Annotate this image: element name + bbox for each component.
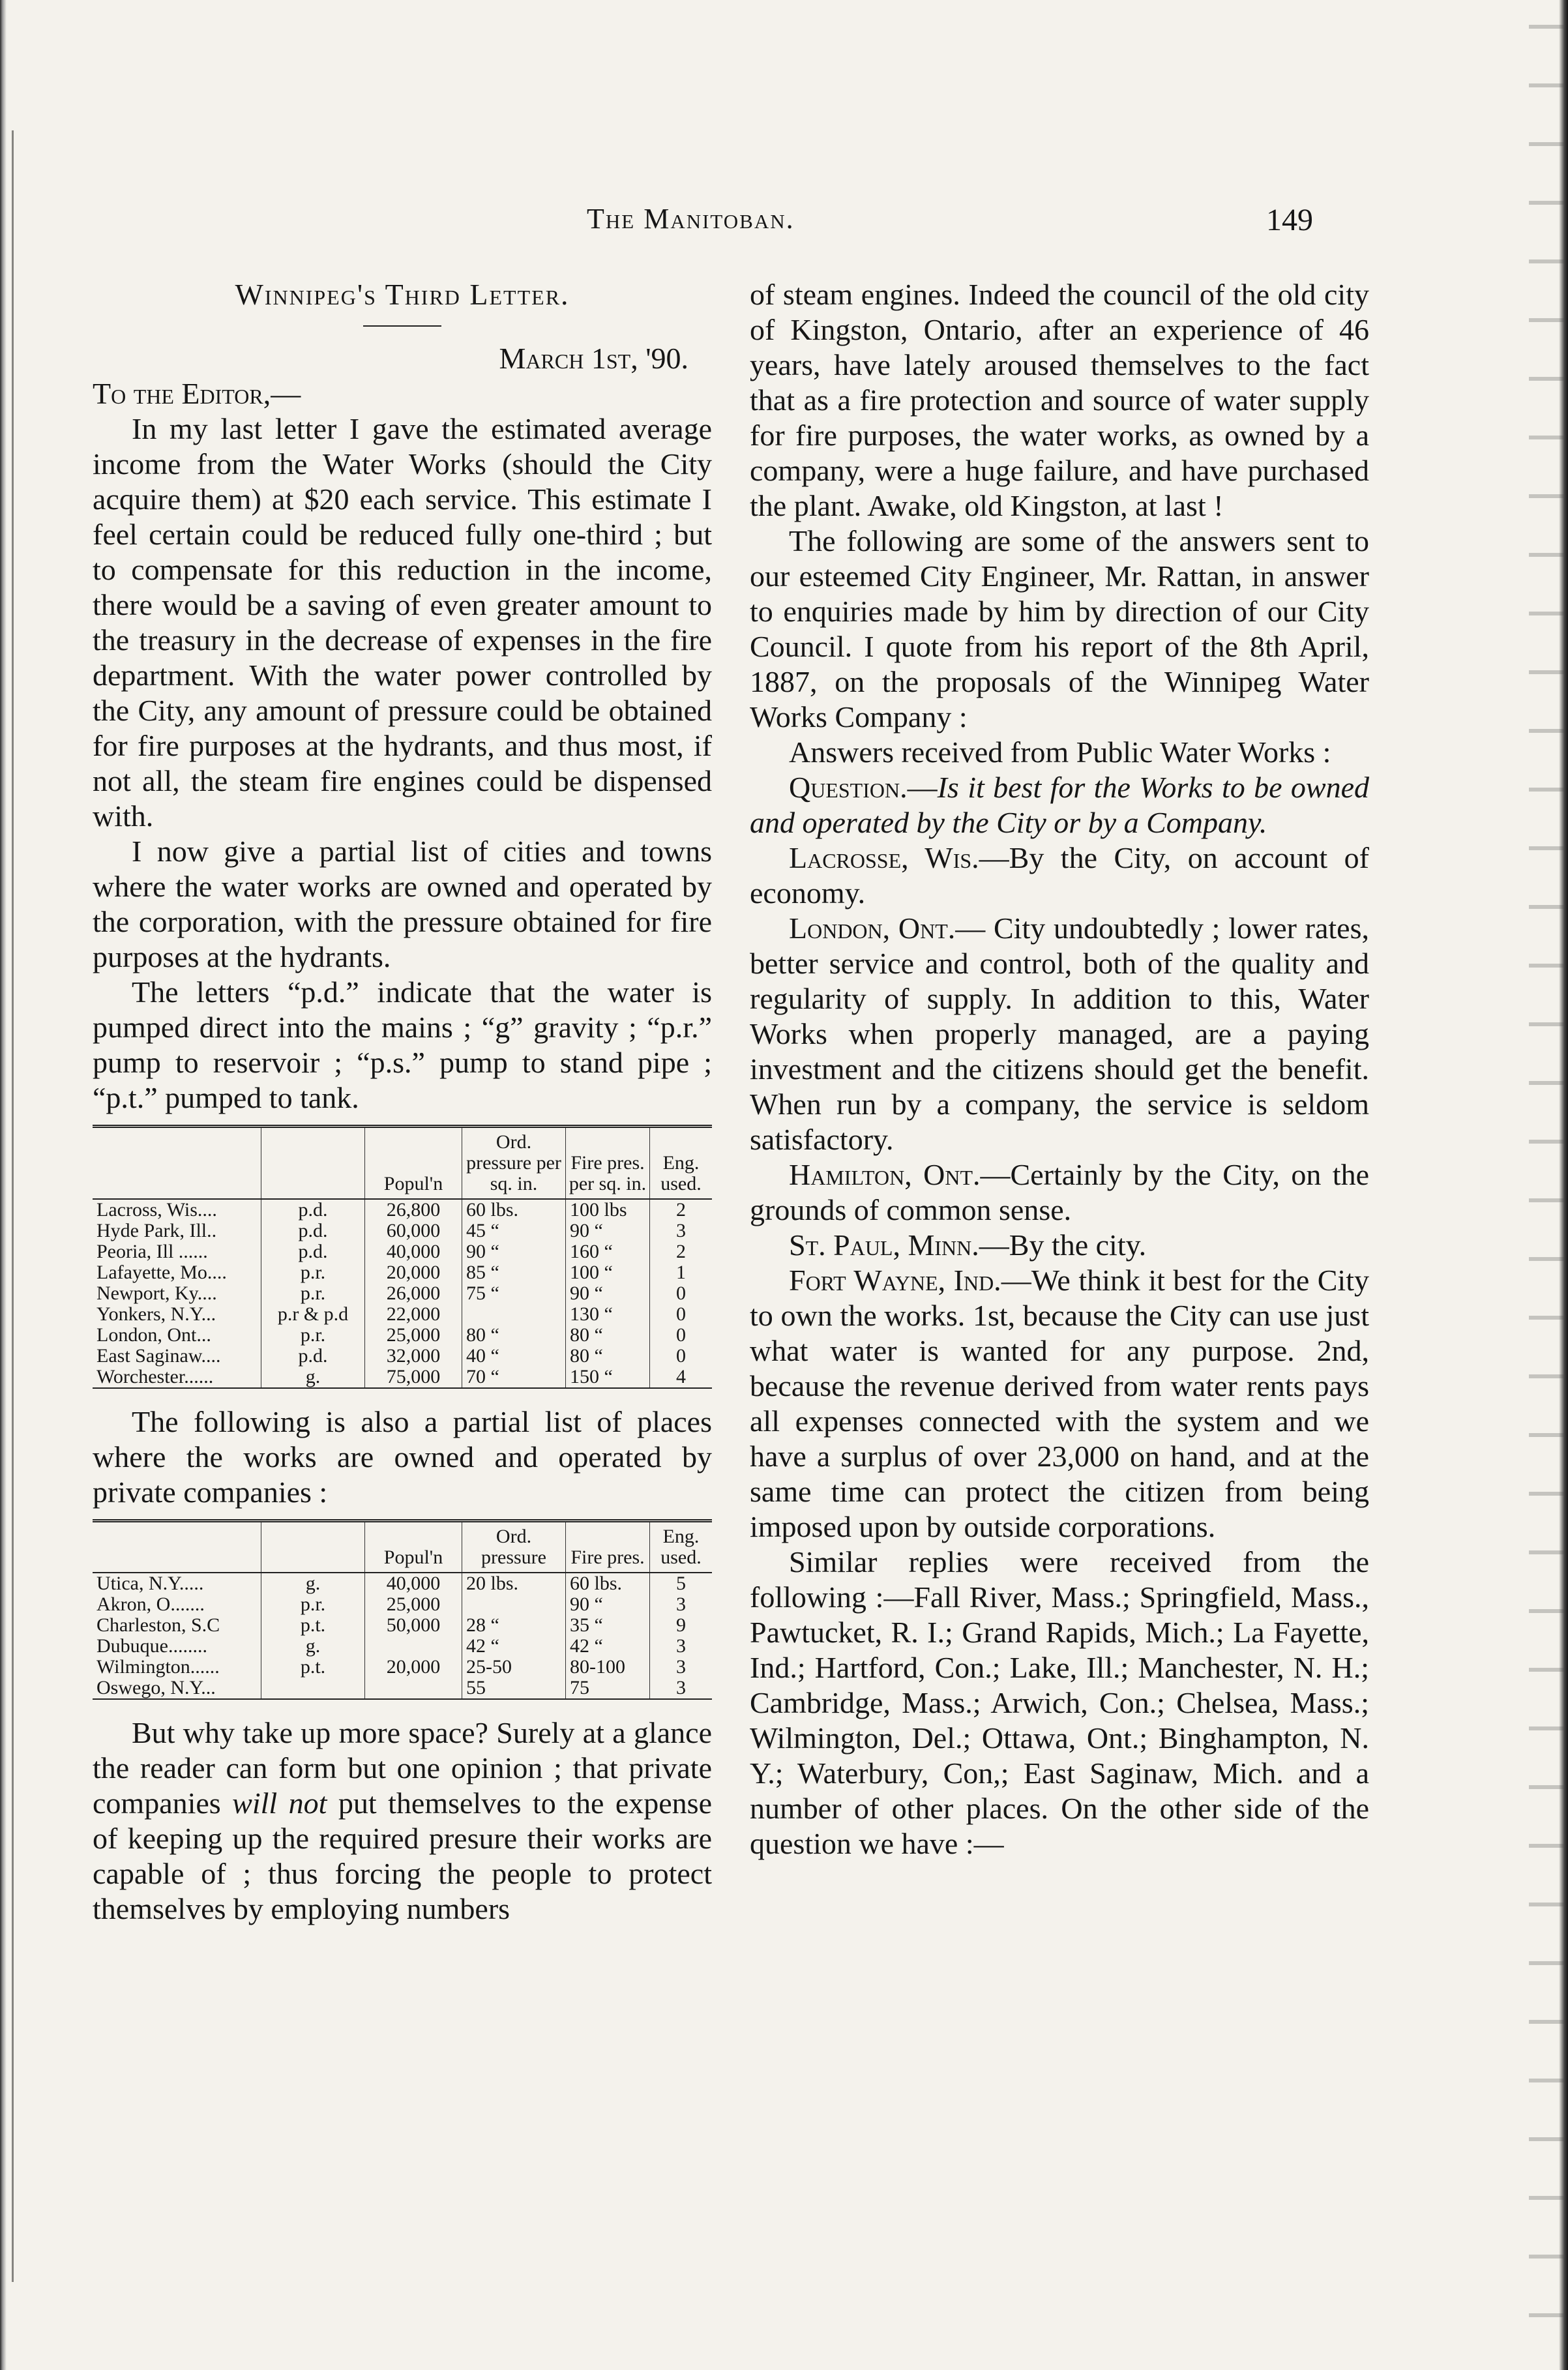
method-cell: p.r.	[261, 1594, 365, 1615]
table-header-cell: Eng. used.	[650, 1521, 713, 1573]
fire-pressure-cell: 150 “	[566, 1367, 650, 1388]
title-rule	[363, 325, 441, 327]
scan-left-edge	[0, 0, 7, 2370]
population-cell: 20,000	[365, 1262, 462, 1283]
fire-pressure-cell: 90 “	[566, 1221, 650, 1241]
ordinary-pressure-cell: 42 “	[462, 1636, 566, 1657]
answer	[750, 1263, 1369, 1545]
answer	[750, 1157, 1369, 1228]
ordinary-pressure-cell: 60 lbs.	[462, 1199, 566, 1221]
city-cell: Peoria, Ill ......	[96, 1241, 208, 1262]
population-cell: 40,000	[365, 1241, 462, 1262]
table-row	[93, 1283, 712, 1304]
table-row	[93, 1573, 712, 1594]
engines-cell: 0	[650, 1283, 713, 1304]
ordinary-pressure-cell: 20 lbs.	[462, 1573, 566, 1594]
city-cell: Oswego, N.Y...	[93, 1678, 261, 1699]
paragraph: In my last letter I gave the estimated average income from the Water Works (should the City acquire them) at $20 each service. This estimate I feel certain could be reduced fully one-third ; but to compensate for this reduction in the income, there would be a saving of even greater amount to the treasury in the decrease of expenses in the fire department. With the water power controlled by the City, any amount of pressure could be obtained for fire purposes at the hydrants, and thus most, if not all, the steam fire engines could be dispensed with.	[93, 412, 712, 833]
fire-pressure-cell: 80-100	[566, 1657, 650, 1678]
article-title: Winnipeg's Third Letter.	[235, 278, 570, 311]
population-cell: 60,000	[365, 1221, 462, 1241]
table-row	[93, 1678, 712, 1699]
running-head: The Manitoban.	[587, 203, 795, 235]
population-cell: 25,000	[365, 1594, 462, 1615]
engines-cell: 3	[650, 1636, 713, 1657]
question-label: Question.—	[789, 771, 938, 804]
population-cell: 25,000	[365, 1325, 462, 1346]
method-cell: p.r.	[261, 1325, 365, 1346]
method-cell	[261, 1678, 365, 1699]
city-cell: Charleston, S.C	[96, 1614, 220, 1636]
city-cell: Wilmington......	[96, 1656, 220, 1678]
table-row	[93, 1636, 712, 1657]
ordinary-pressure-cell: 75 “	[462, 1283, 566, 1304]
city-cell: Hyde Park, Ill..	[96, 1220, 217, 1241]
city-cell: Lacross, Wis....	[96, 1199, 217, 1221]
population-cell	[365, 1636, 462, 1657]
page-number: 149	[1266, 203, 1313, 237]
fire-pressure-cell: 90 “	[566, 1594, 650, 1615]
right-column	[750, 277, 1369, 1861]
table-row	[93, 1594, 712, 1615]
paragraph-text: put themselves to the expense of keeping up the required presure their works are capable of ; thus forcing the people to protect themselves by employing numbers	[93, 1786, 712, 1925]
paragraph: of steam engines. Indeed the council of the old city of Kingston, Ontario, after an experience of 46 years, have lately aroused themselves to the fact that as a fire protection and source of water supply for fire purposes, the water works, as owned by a company, were a huge failure, and have purchased the plant. Awake, old Kingston, at last !	[750, 278, 1369, 522]
paragraph: The letters “p.d.” indicate that the water is pumped direct into the mains ; “g” gravity ; “p.r.” pump to reservoir ; “p.s.” pump to stand pipe ; “p.t.” pumped to tank.	[93, 975, 712, 1114]
fire-pressure-cell: 100 lbs	[566, 1199, 650, 1221]
population-cell: 20,000	[365, 1657, 462, 1678]
population-cell: 75,000	[365, 1367, 462, 1388]
left-column	[93, 277, 712, 1927]
paragraph: Similar replies were received from the following :—Fall River, Mass.; Springfield, Mass., Pawtucket, R. I.; Grand Rapids, Mich.; La Fayette, Ind.; Hartford, Con.; Lake, Ill.; Manchester, N. H.; Cambridge, Mass.; Arwich, Con.; Chelsea, Mass.; Wilmington, Del.; Ottawa, Ont.; Binghampton, N. Y.; Waterbury, Con,; East Saginaw, Mich. and a number of other places. On the other side of the question we have :—	[750, 1545, 1369, 1860]
answer	[750, 911, 1369, 1157]
answer-text: —Certainly by the City, on the grounds of common sense.	[750, 1158, 1369, 1226]
engines-cell: 0	[650, 1346, 713, 1367]
answer	[750, 1228, 1369, 1263]
engines-cell: 1	[650, 1262, 713, 1283]
city-cell: East Saginaw....	[96, 1345, 221, 1367]
city-cell: Lafayette, Mo....	[96, 1262, 227, 1283]
ordinary-pressure-cell: 55	[462, 1678, 566, 1699]
table-row	[93, 1346, 712, 1367]
population-cell: 26,000	[365, 1283, 462, 1304]
private-works-table	[93, 1519, 712, 1700]
method-cell: p.r.	[261, 1283, 365, 1304]
engines-cell: 4	[650, 1367, 713, 1388]
engines-cell: 2	[650, 1199, 713, 1221]
ordinary-pressure-cell: 80 “	[462, 1325, 566, 1346]
fire-pressure-cell: 80 “	[566, 1325, 650, 1346]
table-row	[93, 1221, 712, 1241]
table-header-cell: Popul'n	[365, 1127, 462, 1200]
page-fold-line	[12, 130, 14, 2282]
method-cell: p.r & p.d	[261, 1304, 365, 1325]
engines-cell: 3	[650, 1657, 713, 1678]
salutation: To the Editor,—	[93, 377, 301, 410]
scan-right-edge	[1559, 0, 1568, 2370]
table-header-cell: Ord. pressure	[462, 1521, 566, 1573]
fire-pressure-cell: 100 “	[566, 1262, 650, 1283]
population-cell: 26,800	[365, 1199, 462, 1221]
engines-cell: 3	[650, 1678, 713, 1699]
population-cell: 32,000	[365, 1346, 462, 1367]
method-cell: g.	[261, 1636, 365, 1657]
ordinary-pressure-cell: 25-50	[462, 1657, 566, 1678]
city-cell: Dubuque........	[96, 1635, 207, 1657]
table-header-cell	[93, 1127, 261, 1200]
population-cell	[365, 1678, 462, 1699]
answer-text: — City undoubtedly ; lower rates, better service and control, both of the quality and regularity of supply. In addition to this, Water Works when properly managed, are a paying investment and the citizens should get the benefit. When run by a company, the service is seldom satisfactory.	[750, 911, 1369, 1156]
answer-place: London, Ont.	[789, 911, 956, 945]
table-row	[93, 1262, 712, 1283]
table-header-cell	[261, 1521, 365, 1573]
fire-pressure-cell: 80 “	[566, 1346, 650, 1367]
ordinary-pressure-cell	[462, 1594, 566, 1615]
engines-cell: 0	[650, 1325, 713, 1346]
ordinary-pressure-cell	[462, 1304, 566, 1325]
table-header-row	[93, 1127, 712, 1200]
engines-cell: 0	[650, 1304, 713, 1325]
method-cell: p.d.	[261, 1199, 365, 1221]
fire-pressure-cell: 130 “	[566, 1304, 650, 1325]
table-header-cell: Fire pres.	[566, 1521, 650, 1573]
fire-pressure-cell: 60 lbs.	[566, 1573, 650, 1594]
fire-pressure-cell: 160 “	[566, 1241, 650, 1262]
table-row	[93, 1241, 712, 1262]
table-row	[93, 1367, 712, 1388]
fire-pressure-cell: 75	[566, 1678, 650, 1699]
table-header-cell	[261, 1127, 365, 1200]
ordinary-pressure-cell: 28 “	[462, 1615, 566, 1636]
paragraph: The following are some of the answers sent to our esteemed City Engineer, Mr. Rattan, in answer to enquiries made by him by direction of our City Council. I quote from his report of the 8th April, 1887, on the proposals of the Winnipeg Water Works Company :	[750, 524, 1369, 733]
answer-place: Lacrosse, Wis.	[789, 841, 979, 874]
table-row	[93, 1657, 712, 1678]
answer-place: Fort Wayne, Ind.	[789, 1264, 1001, 1297]
fire-pressure-cell: 42 “	[566, 1636, 650, 1657]
table-header-row	[93, 1521, 712, 1573]
method-cell: g.	[261, 1367, 365, 1388]
city-cell: Worchester......	[93, 1367, 261, 1388]
method-cell: p.t.	[261, 1615, 365, 1636]
city-cell: Akron, O.......	[96, 1593, 205, 1615]
answer-place: St. Paul, Minn.	[789, 1228, 979, 1262]
city-cell: Utica, N.Y.....	[96, 1573, 204, 1594]
table-row	[93, 1199, 712, 1221]
table-row	[93, 1325, 712, 1346]
engines-cell: 3	[650, 1594, 713, 1615]
city-cell: London, Ont...	[96, 1324, 211, 1346]
answer-text: —By the City, on account of economy.	[750, 841, 1369, 910]
paragraph: The following is also a partial list of places where the works are owned and operated by private companies :	[93, 1405, 712, 1509]
ordinary-pressure-cell: 90 “	[462, 1241, 566, 1262]
table-header-cell: Ord. pressure per sq. in.	[462, 1127, 566, 1200]
population-cell: 40,000	[365, 1573, 462, 1594]
ordinary-pressure-cell: 40 “	[462, 1346, 566, 1367]
method-cell: g.	[261, 1573, 365, 1594]
paragraph-text: But why take up more space? Surely at a glance the reader can form but one opinion ; that private companies	[93, 1716, 712, 1820]
engines-cell: 3	[650, 1221, 713, 1241]
engines-cell: 5	[650, 1573, 713, 1594]
table-header-cell: Popul'n	[365, 1521, 462, 1573]
answer	[750, 840, 1369, 911]
city-cell: Yonkers, N.Y...	[96, 1303, 216, 1325]
method-cell: p.d.	[261, 1221, 365, 1241]
emphasis-text: will not	[232, 1786, 327, 1820]
fire-pressure-cell: 35 “	[566, 1615, 650, 1636]
paragraph: I now give a partial list of cities and towns where the water works are owned and operated by the corporation, with the pressure obtained for fire purposes at the hydrants.	[93, 835, 712, 973]
table-row	[93, 1304, 712, 1325]
public-works-table	[93, 1125, 712, 1389]
ordinary-pressure-cell: 45 “	[462, 1221, 566, 1241]
paragraph	[93, 1715, 712, 1927]
table-row	[93, 1615, 712, 1636]
method-cell: p.t.	[261, 1657, 365, 1678]
question	[750, 770, 1369, 840]
page-header	[0, 202, 1568, 248]
answer-text: —By the city.	[979, 1228, 1147, 1262]
method-cell: p.d.	[261, 1346, 365, 1367]
city-cell: Newport, Ky....	[96, 1282, 217, 1304]
method-cell: p.r.	[261, 1262, 365, 1283]
table-header-cell: Eng. used.	[650, 1127, 713, 1200]
method-cell: p.d.	[261, 1241, 365, 1262]
ordinary-pressure-cell: 70 “	[462, 1367, 566, 1388]
paragraph: Answers received from Public Water Works :	[789, 735, 1331, 769]
fire-pressure-cell: 90 “	[566, 1283, 650, 1304]
dateline: March 1st, '90.	[499, 342, 688, 375]
table-header-cell	[93, 1521, 261, 1573]
ordinary-pressure-cell: 85 “	[462, 1262, 566, 1283]
population-cell: 22,000	[365, 1304, 462, 1325]
answer-text: —We think it best for the City to own the works. 1st, because the City can use just what water is wanted for any purpose. 2nd, because the revenue derived from water rents pays all expenses connected with the system and we have a surplus of over 23,000 on hand, and at the same time can protect the citizen from being imposed upon by outside corporations.	[750, 1264, 1369, 1543]
question-text: Is it best for the Works to be owned and operated by the City or by a Company.	[750, 771, 1369, 839]
engines-cell: 2	[650, 1241, 713, 1262]
answer-place: Hamilton, Ont.	[789, 1158, 981, 1191]
engines-cell: 9	[650, 1615, 713, 1636]
population-cell: 50,000	[365, 1615, 462, 1636]
table-header-cell: Fire pres. per sq. in.	[566, 1127, 650, 1200]
